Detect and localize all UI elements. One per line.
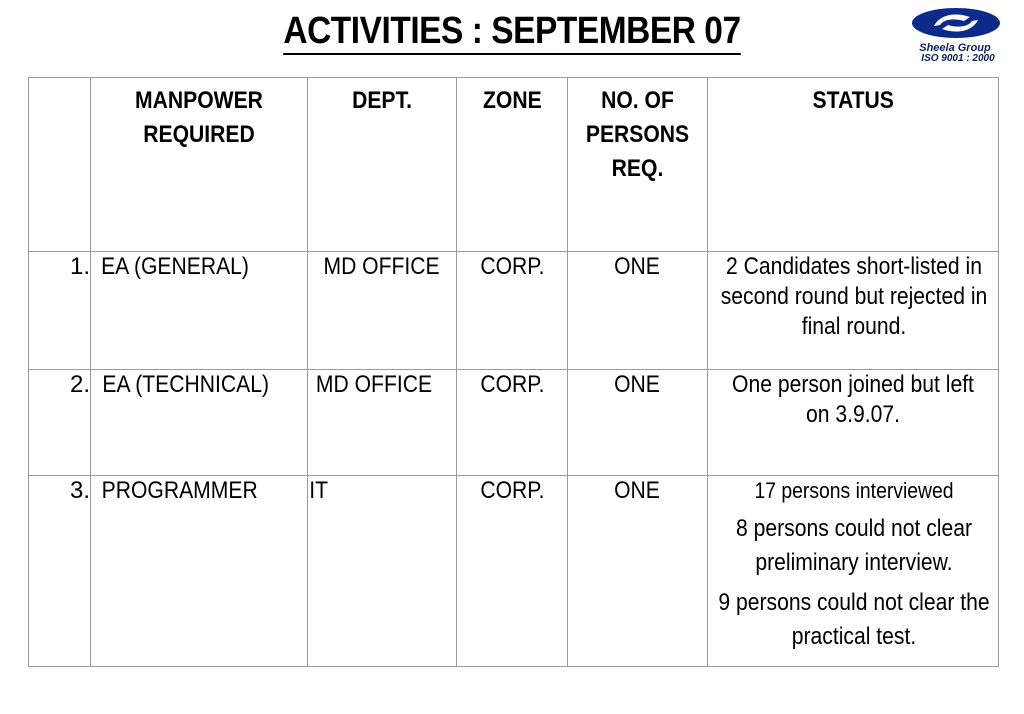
row-3-manpower xyxy=(91,476,308,667)
row-1-dept xyxy=(308,252,457,370)
row-1-zone-text: CORP. xyxy=(479,253,545,280)
table-row xyxy=(29,370,999,476)
row-1-num: 1. xyxy=(29,252,91,370)
row-2-manpower xyxy=(91,370,308,476)
header-persons xyxy=(568,78,708,252)
row-2-dept xyxy=(308,370,457,476)
table-row xyxy=(29,476,999,667)
row-3-zone-text: CORP. xyxy=(479,477,545,504)
row-2-status-text: One person joined but left on 3.9.07. xyxy=(732,371,974,428)
row-3-num: 3. xyxy=(29,476,91,667)
logo-line-iso: ISO 9001 : 2000 xyxy=(921,53,995,64)
table-header-row xyxy=(29,78,999,252)
row-2-persons-text: ONE xyxy=(614,371,661,398)
row-1-persons-text: ONE xyxy=(614,253,661,280)
page-title-text: ACTIVITIES : SEPTEMBER 07 xyxy=(283,10,740,55)
sheela-group-logo-icon xyxy=(910,6,1002,40)
header-zone-label: ZONE xyxy=(482,87,542,114)
row-3-persons xyxy=(568,476,708,667)
row-1-zone xyxy=(457,252,568,370)
page-title xyxy=(61,10,962,53)
row-3-status xyxy=(708,476,999,667)
row-1-status xyxy=(708,252,999,370)
row-1-status-text: 2 Candidates short-listed in second round but rejected in final round. xyxy=(720,253,988,340)
row-3-zone xyxy=(457,476,568,667)
header-dept-label: DEPT. xyxy=(352,87,412,114)
row-3-dept-text: IT xyxy=(309,477,329,504)
row-2-zone xyxy=(457,370,568,476)
row-3-status-line-1: 17 persons interviewed xyxy=(754,478,954,503)
table-row xyxy=(29,252,999,370)
row-2-num: 2. xyxy=(29,370,91,476)
row-3-persons-text: ONE xyxy=(614,477,661,504)
row-2-persons xyxy=(568,370,708,476)
header-zone xyxy=(457,78,568,252)
header-status-label: STATUS xyxy=(812,87,894,114)
header-manpower xyxy=(91,78,308,252)
row-2-manpower-text: EA (TECHNICAL) xyxy=(102,371,270,398)
row-1-persons xyxy=(568,252,708,370)
header-dept xyxy=(308,78,457,252)
row-2-dept-text: MD OFFICE xyxy=(315,371,433,398)
row-1-manpower xyxy=(91,252,308,370)
row-3-manpower-text: PROGRAMMER xyxy=(101,477,258,504)
header-status xyxy=(708,78,999,252)
row-3-status-line-2: 8 persons could not clear preliminary interview. xyxy=(735,515,972,576)
logo-line-group: Sheela Group xyxy=(919,42,991,54)
activities-table xyxy=(28,77,999,667)
row-1-manpower-text: EA (GENERAL) xyxy=(101,253,249,280)
row-2-zone-text: CORP. xyxy=(479,371,545,398)
row-3-status-line-3: 9 persons could not clear the practical test. xyxy=(718,589,990,650)
header-num xyxy=(29,78,91,252)
row-1-dept-text: MD OFFICE xyxy=(317,253,440,280)
row-3-dept xyxy=(308,476,457,667)
row-2-status xyxy=(708,370,999,476)
header-manpower-label: MANPOWER REQUIRED xyxy=(135,87,263,148)
company-logo xyxy=(900,6,1016,64)
header-persons-label: NO. OF PERSONS REQ. xyxy=(585,87,690,182)
